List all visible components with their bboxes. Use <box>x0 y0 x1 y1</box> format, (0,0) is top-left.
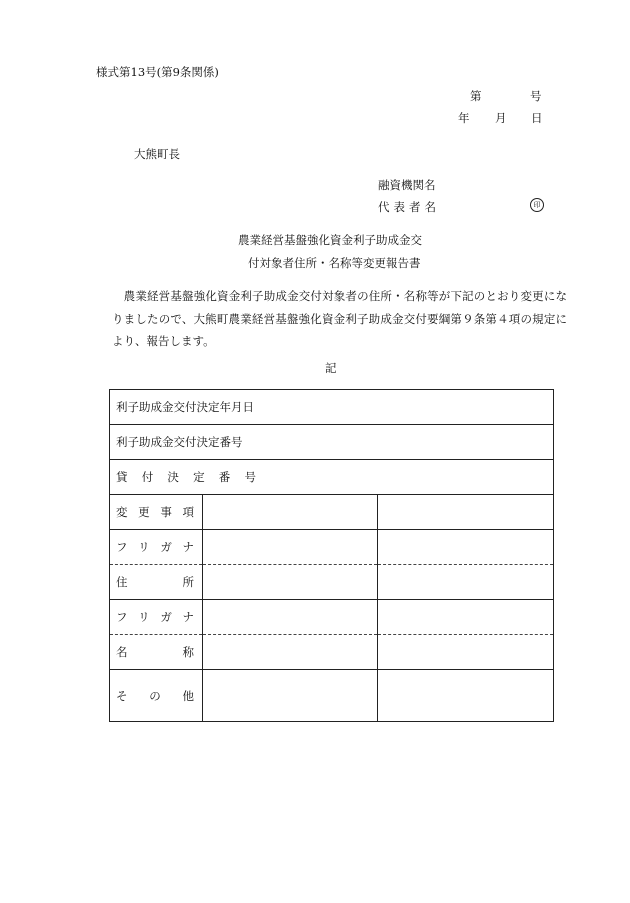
ki-heading: 記 <box>325 361 337 375</box>
label-char: 変 <box>116 505 128 519</box>
body-paragraph: 農業経営基盤強化資金利子助成金交付対象者の住所・名称等が下記のとおり変更になりましたので、大熊町農業経営基盤強化資金利子助成金交付要綱第９条第４項の規定により、報告します。 <box>112 289 567 348</box>
address-label <box>110 565 203 600</box>
day-label: 日 <box>531 111 543 125</box>
year-label: 年 <box>458 111 470 125</box>
furigana-name-after-cell[interactable] <box>378 600 554 635</box>
institution-label: 融資機関名 <box>378 178 436 192</box>
furigana-address-before-cell[interactable] <box>203 530 378 565</box>
name-label <box>110 635 203 670</box>
addressee: 大熊町長 <box>134 147 180 161</box>
label-char: 所 <box>182 575 194 589</box>
change-after-cell[interactable] <box>378 495 554 530</box>
label-char: ガ <box>160 540 172 554</box>
change-item-label <box>110 495 203 530</box>
label-char: フ <box>116 610 128 624</box>
label-char: フ <box>116 540 128 554</box>
table-row <box>110 635 554 670</box>
label-char: 決 <box>167 470 179 484</box>
label-char: の <box>149 688 161 703</box>
representative-label: 代表者名 <box>378 200 440 214</box>
label-char: 付 <box>141 470 154 484</box>
decision-number-label: 利子助成金交付決定番号 <box>110 425 554 460</box>
name-after-cell[interactable] <box>378 635 554 670</box>
furigana-name-label <box>110 600 203 635</box>
other-after-cell[interactable] <box>378 670 554 722</box>
number-prefix: 第 <box>470 89 482 103</box>
document-title-line1: 農業経営基盤強化資金利子助成金交 <box>238 233 422 247</box>
table-row <box>110 460 554 495</box>
loan-number-cell <box>110 460 554 495</box>
month-label: 月 <box>495 111 507 125</box>
number-suffix: 号 <box>530 89 542 103</box>
other-label <box>110 670 203 722</box>
report-table <box>109 389 554 722</box>
label-char: 貸 <box>116 470 128 484</box>
label-char: 称 <box>182 645 194 659</box>
furigana-name-before-cell[interactable] <box>203 600 378 635</box>
label-char: 他 <box>182 688 194 703</box>
name-before-cell[interactable] <box>203 635 378 670</box>
table-row <box>110 425 554 460</box>
change-before-cell[interactable] <box>203 495 378 530</box>
table-row <box>110 530 554 565</box>
table-row <box>110 670 554 722</box>
address-before-cell[interactable] <box>203 565 378 600</box>
label-char: 住 <box>116 575 128 589</box>
table-row <box>110 600 554 635</box>
furigana-address-label <box>110 530 203 565</box>
other-before-cell[interactable] <box>203 670 378 722</box>
label-char: 更 <box>138 505 150 519</box>
label-char: リ <box>138 540 150 554</box>
label-char: 事 <box>160 505 172 519</box>
label-char: ガ <box>160 610 172 624</box>
table-row <box>110 390 554 425</box>
label-char: そ <box>116 688 128 703</box>
label-char: 番 <box>218 470 231 484</box>
loan-number-label <box>116 469 256 485</box>
label-char: リ <box>138 610 150 624</box>
document-title-line2: 付対象者住所・名称等変更報告書 <box>248 256 421 270</box>
address-after-cell[interactable] <box>378 565 554 600</box>
table-row <box>110 565 554 600</box>
decision-date-label: 利子助成金交付決定年月日 <box>110 390 554 425</box>
table-row <box>110 495 554 530</box>
label-char: 定 <box>193 470 205 484</box>
label-char: ナ <box>182 540 194 554</box>
label-char: 項 <box>182 505 194 519</box>
label-char: 号 <box>244 470 256 484</box>
form-number: 様式第13号(第9条関係) <box>96 65 219 79</box>
seal-mark: 印 <box>530 198 544 212</box>
label-char: ナ <box>182 610 194 624</box>
label-char: 名 <box>116 645 128 659</box>
furigana-address-after-cell[interactable] <box>378 530 554 565</box>
